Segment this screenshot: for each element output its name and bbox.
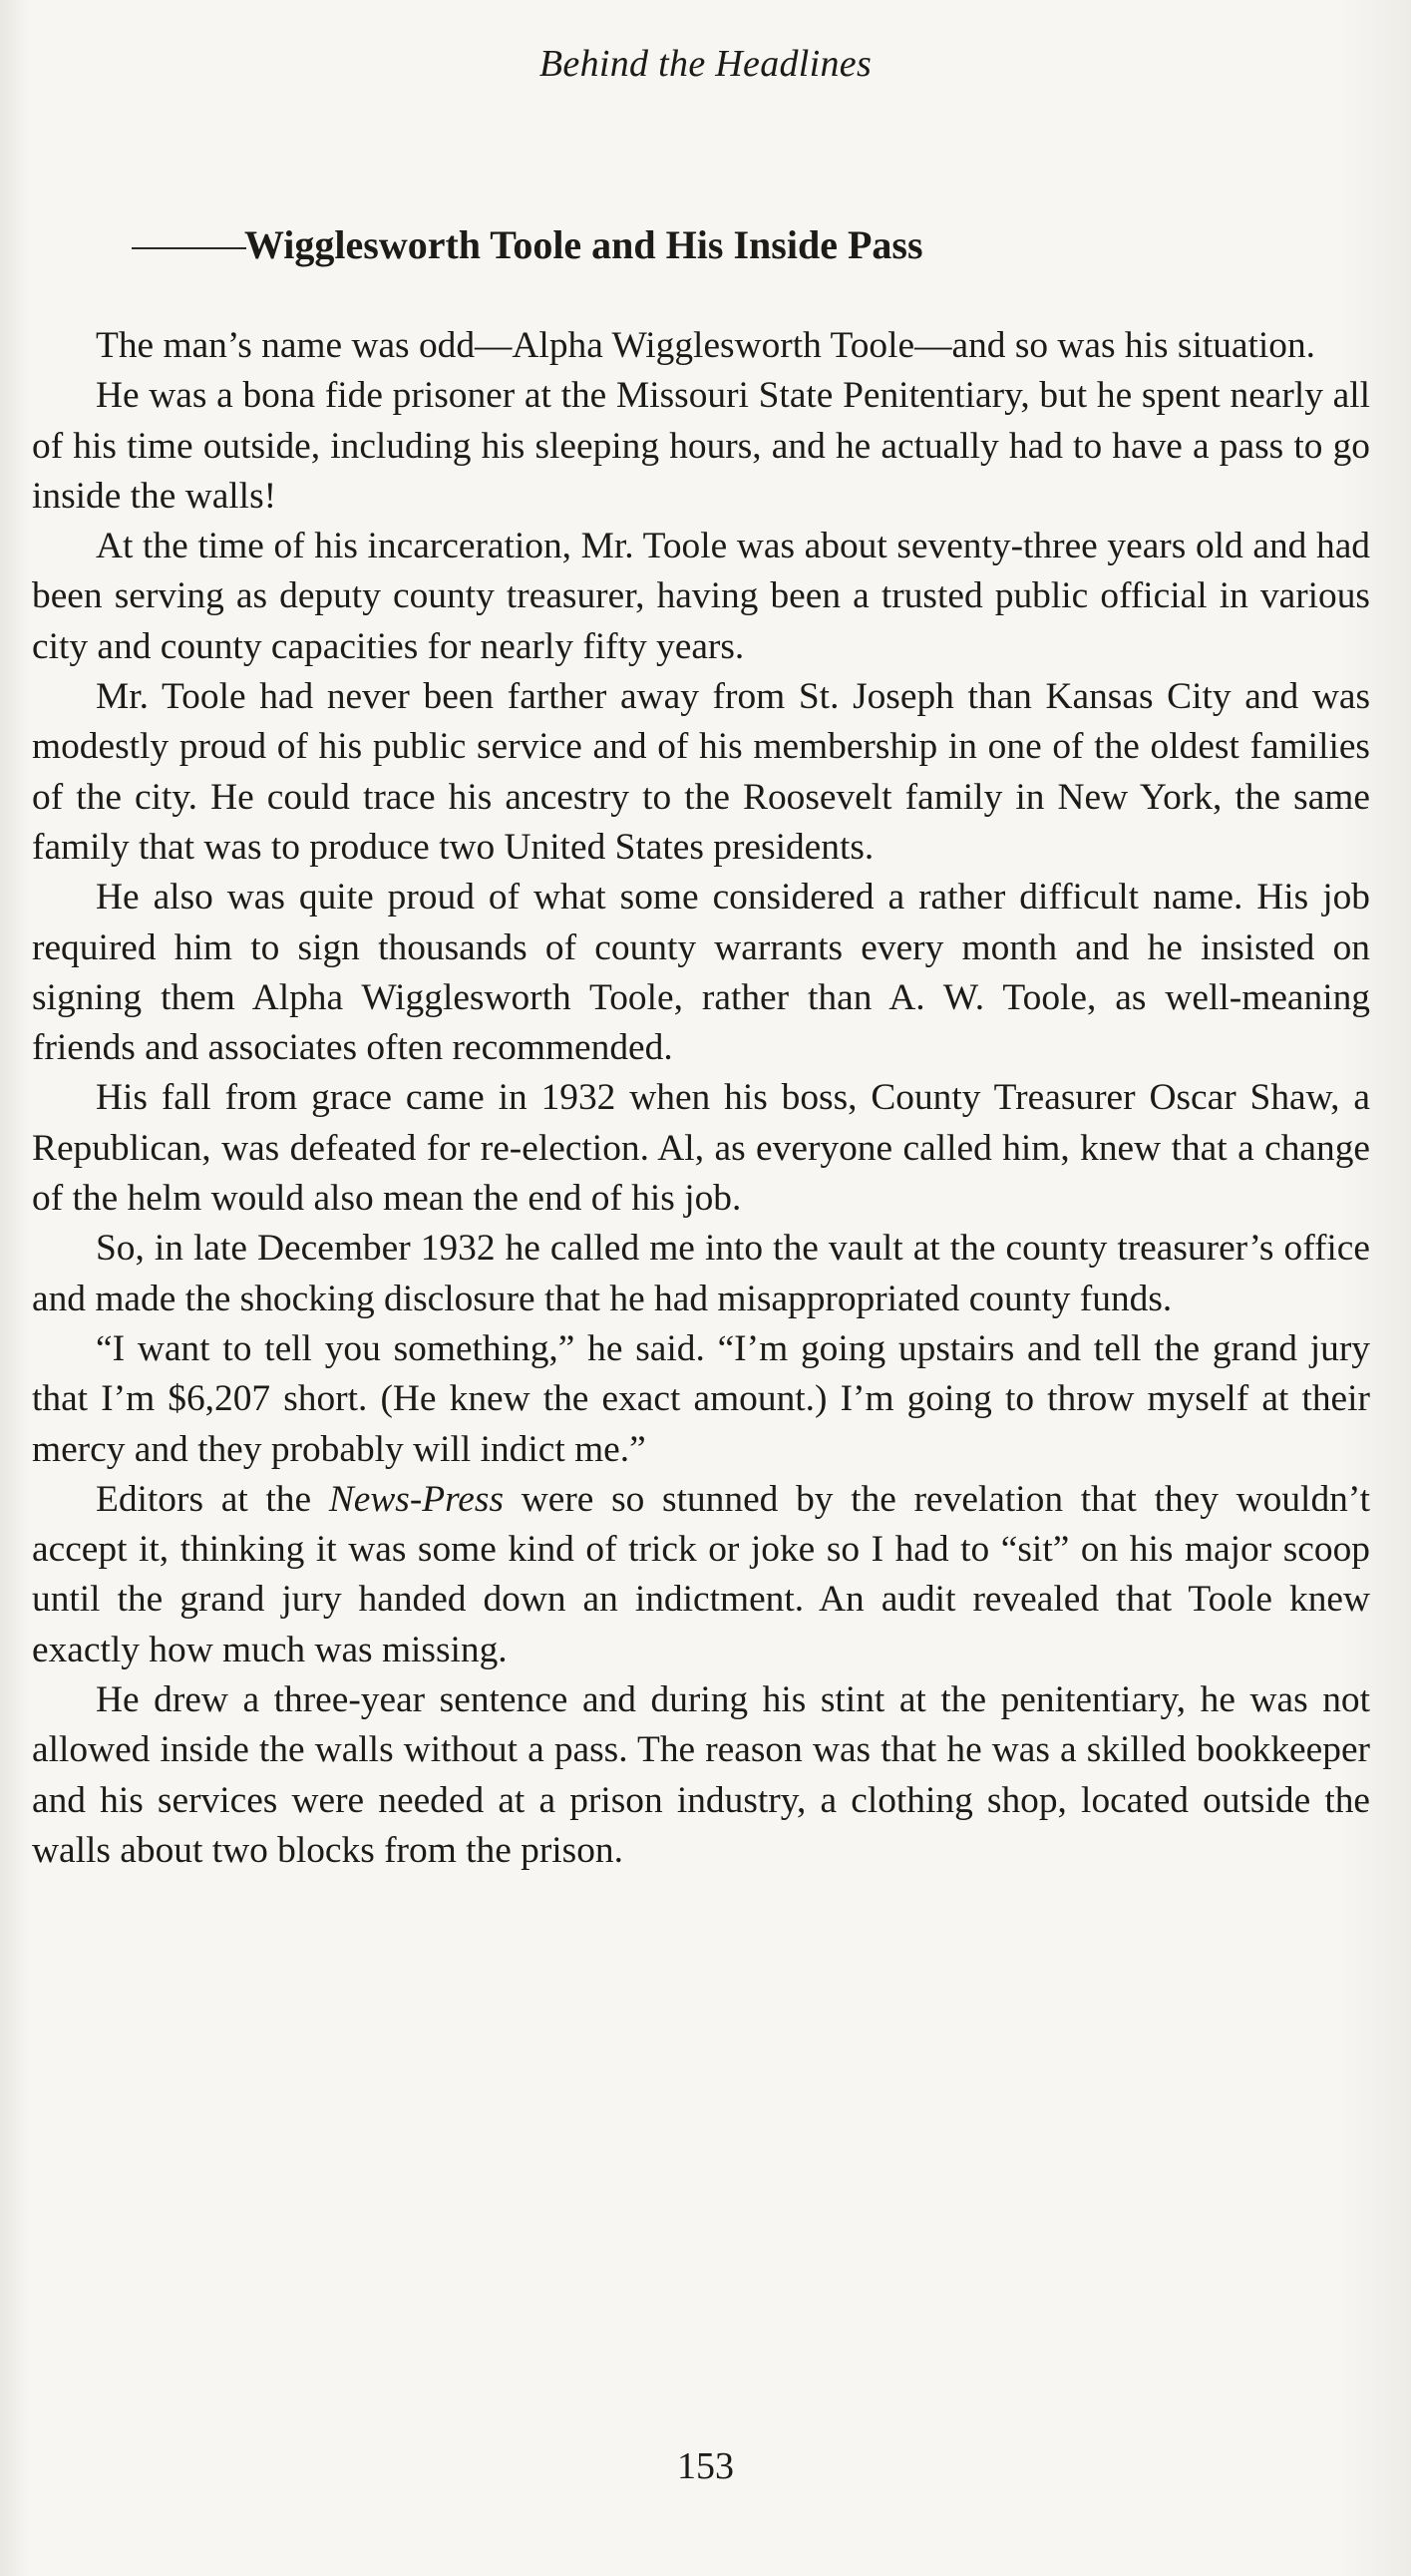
- article-body: [32, 321, 1370, 1876]
- editors-text-before: Editors at the: [96, 1478, 329, 1520]
- article-title: Wigglesworth Toole and His Inside Pass: [244, 222, 923, 267]
- editors-text-after: were so stunned by the revelation that they wouldn’t accept it, thinking it was some kind of trick or joke so I had to “sit” on his major scoop until the grand jury handed down an indictment. An audit revealed that Toole knew exactly how much was missing.: [32, 1478, 1370, 1670]
- page-number: 153: [677, 2445, 734, 2487]
- paragraph-vault-disclosure: So, in late December 1932 he called me into the vault at the county treasurer’s office and made the shocking disclosure that he had misappropriated county funds.: [32, 1228, 1370, 1319]
- paragraph-editors: [32, 1475, 1370, 1675]
- paragraph-odd-name: The man’s name was odd—Alpha Wigglesworth Toole—and so was his situation.: [96, 325, 1316, 366]
- paragraph-sentence: He drew a three-year sentence and during his stint at the penitentiary, he was not allowed inside the walls without a pass. The reason was that he was a skilled bookkeeper and his services were needed at a prison industry, a clothing shop, located outside the walls about two blocks from the prison.: [32, 1679, 1370, 1871]
- paragraph-ancestry: Mr. Toole had never been farther away from St. Joseph than Kansas City and was modestly proud of his public service and of his membership in one of the oldest families of the city. He could trace his ancestry to the Roosevelt family in New York, the same family that was to produce two United States presidents.: [32, 676, 1370, 868]
- running-head: Behind the Headlines: [538, 43, 873, 85]
- paragraph-quote: “I want to tell you something,” he said. “I’m going upstairs and tell the grand jury that I’m $6,207 short. (He knew the exact amount.) I’m going to throw myself at their mercy and they probably will indict me.”: [32, 1327, 1370, 1470]
- paragraph-incarceration: At the time of his incarceration, Mr. Toole was about seventy-three years old and had been serving as deputy county treasurer, having been a trusted public official in various city and county capacities for nearly fifty years.: [32, 526, 1370, 667]
- paragraph-prisoner: He was a bona fide prisoner at the Missouri State Penitentiary, but he spent nearly all of his time outside, including his sleeping hours, and he actually had to have a pass to go inside the walls!: [32, 375, 1370, 517]
- paragraph-name-pride: He also was quite proud of what some considered a rather difficult name. His job required him to sign thousands of county warrants every month and he insisted on signing them Alpha Wigglesworth Toole, rather than A. W. Toole, as well-meaning friends and associates often recommended.: [32, 877, 1370, 1069]
- newspaper-name: News-Press: [328, 1478, 505, 1520]
- paragraph-fall-from-grace: His fall from grace came in 1932 when his boss, County Treasurer Oscar Shaw, a Republican, was defeated for re-election. Al, as everyone called him, knew that a change of the helm would also mean the end of his job.: [32, 1077, 1370, 1220]
- title-rule: [132, 247, 246, 249]
